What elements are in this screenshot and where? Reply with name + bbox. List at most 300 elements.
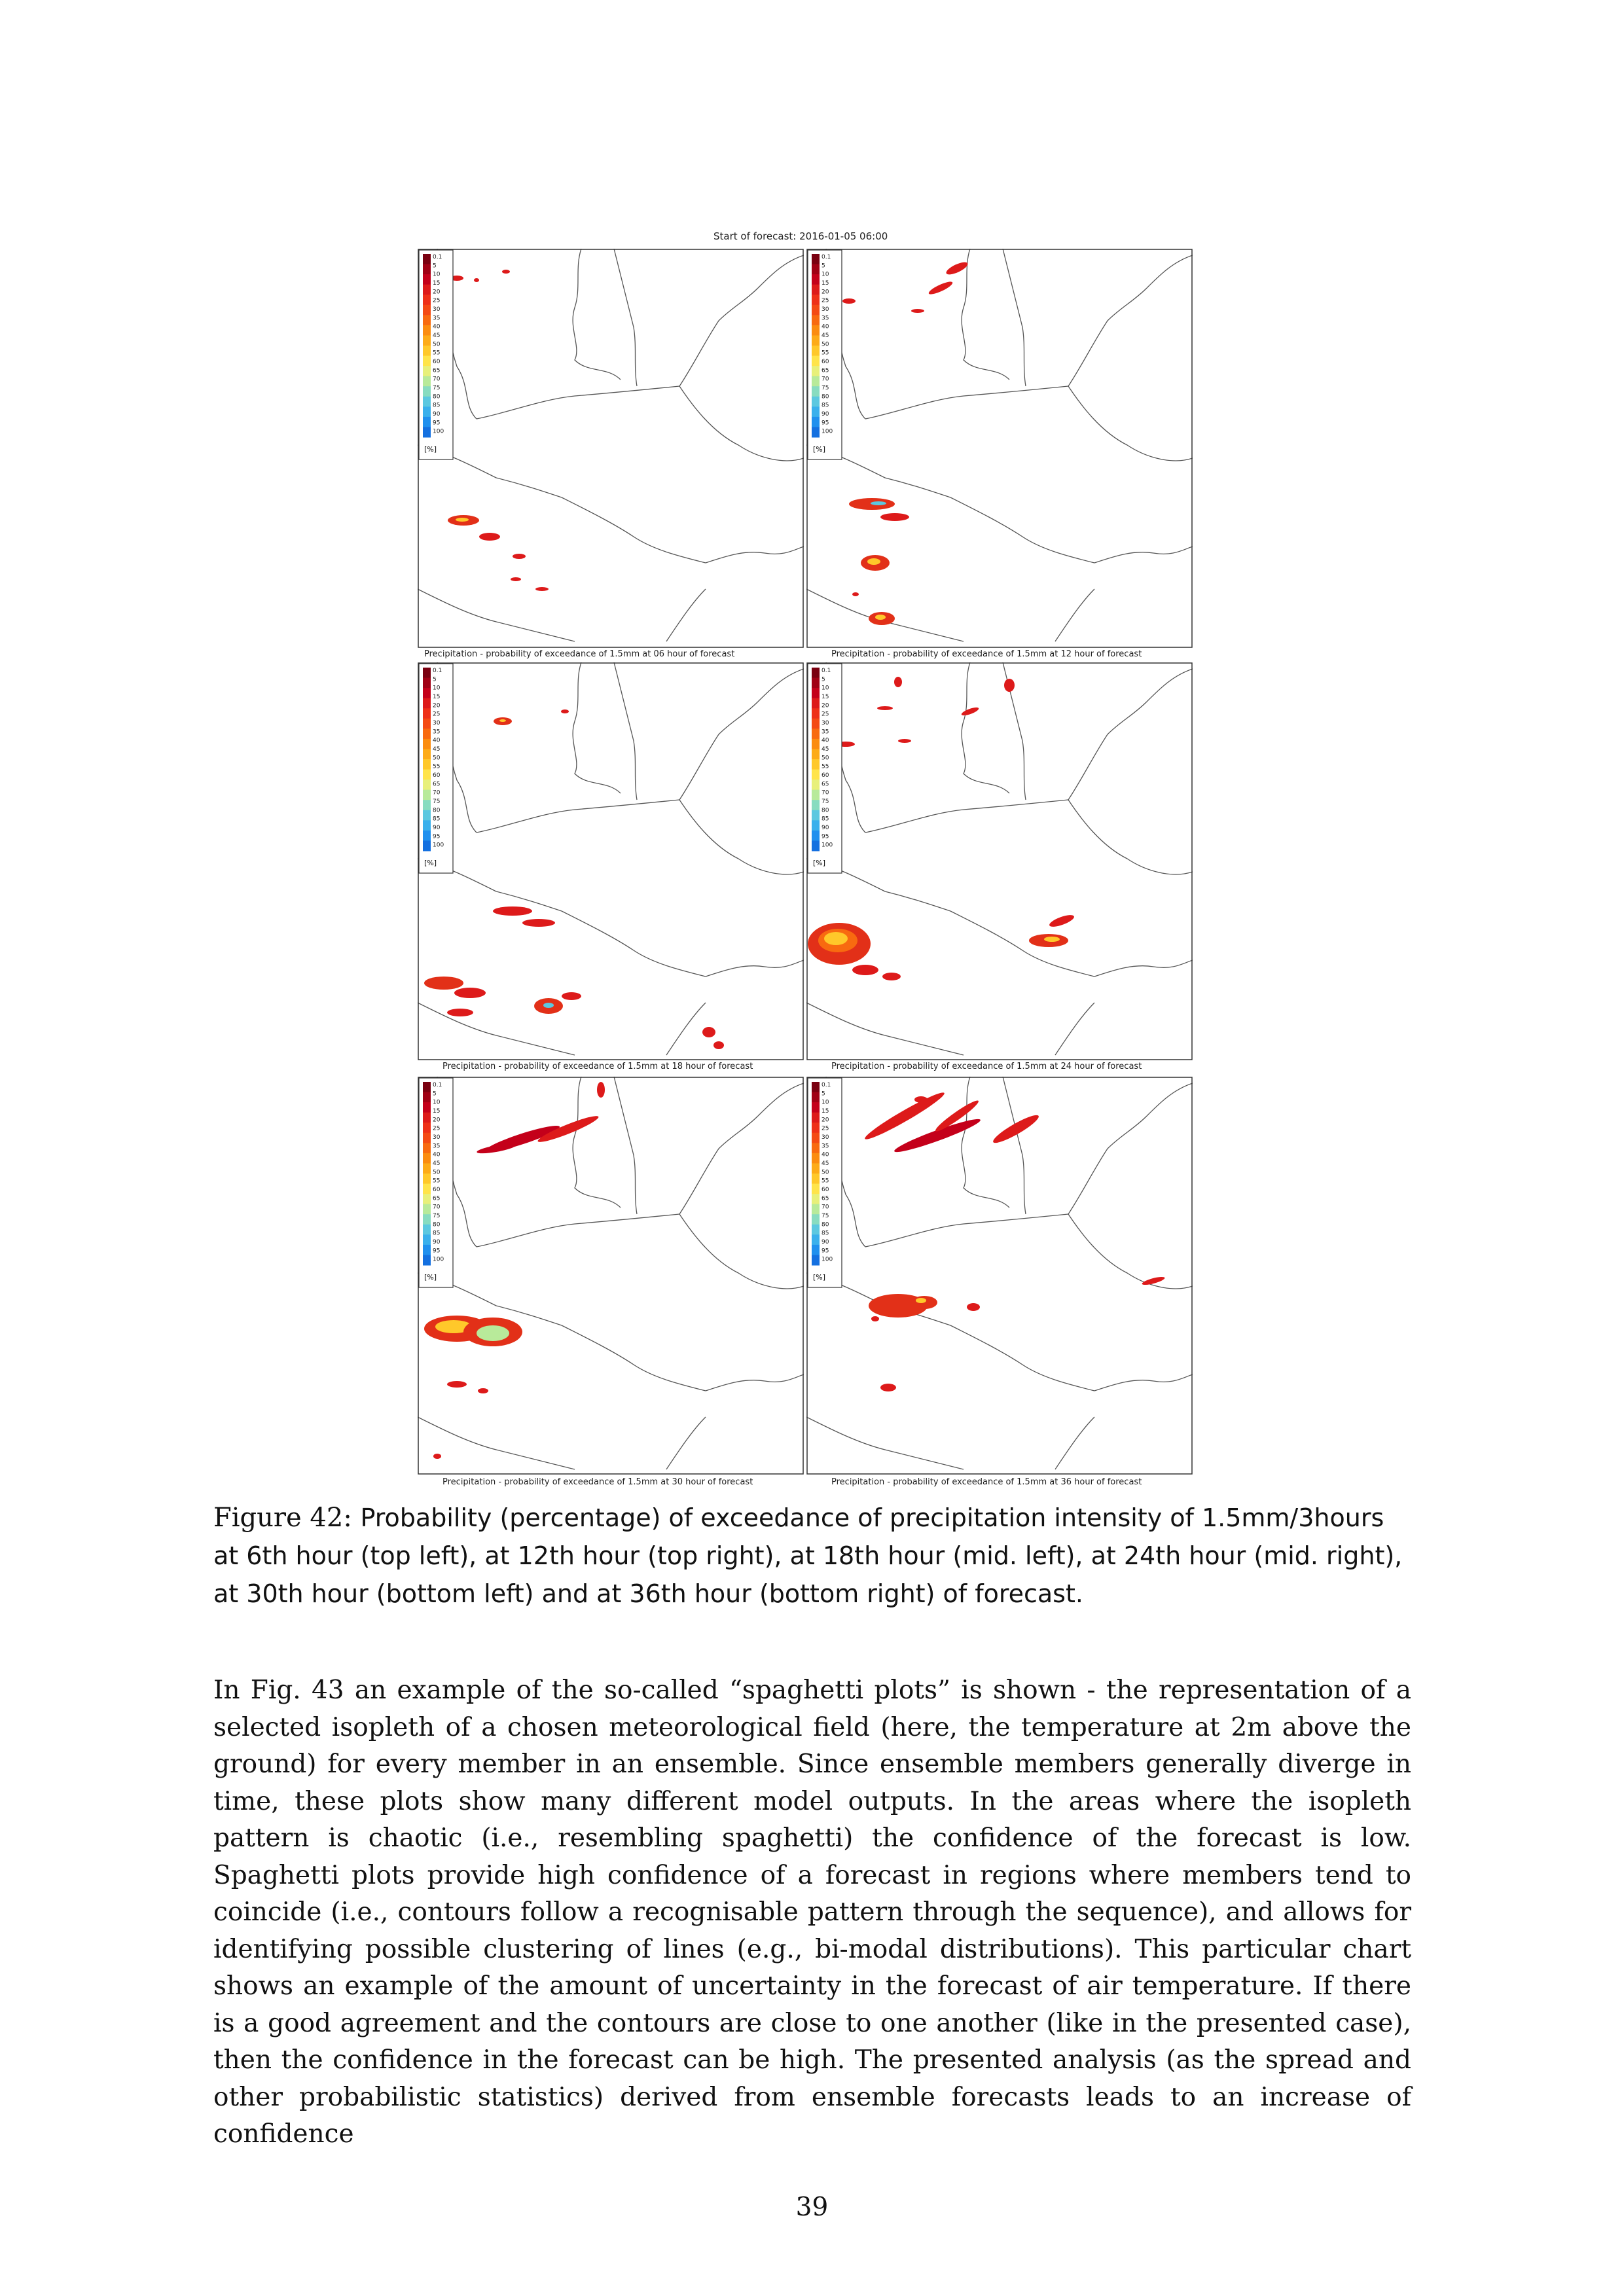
legend-tick-label: 70	[821, 376, 829, 383]
legend-color-swatch	[423, 417, 431, 427]
map-border-line	[418, 589, 575, 641]
legend-tick-label: 0.1	[433, 254, 442, 260]
legend-color-swatch	[423, 840, 431, 851]
legend-tick-label: 80	[821, 1221, 829, 1229]
legend-tick-label: 15	[821, 694, 829, 700]
legend-color-swatch	[812, 285, 820, 295]
map-frame	[418, 663, 803, 1060]
legend-tick-label: 75	[821, 798, 829, 805]
legend-color-swatch	[423, 668, 431, 678]
legend-tick-label: 30	[433, 1134, 441, 1141]
legend-tick-label: 70	[433, 789, 441, 797]
legend-color-swatch	[423, 1245, 431, 1255]
legend-tick-label: 95	[821, 1247, 829, 1255]
map-border-line	[865, 1214, 1068, 1247]
legend-tick-label: 80	[821, 393, 829, 401]
map-18h	[418, 662, 804, 1060]
legend-color-swatch	[423, 678, 431, 689]
map-border-line	[758, 1083, 804, 1116]
legend-tick-label: 50	[821, 755, 829, 762]
legend-color-swatch	[812, 264, 820, 275]
legend-tick-label: 45	[433, 746, 441, 753]
legend-color-swatch	[423, 397, 431, 407]
legend-tick-label: 80	[821, 807, 829, 814]
legend-color-swatch	[423, 719, 431, 729]
legend-tick-label: 60	[821, 359, 829, 365]
legend-color-swatch	[812, 417, 820, 427]
legend-tick-label: 35	[433, 315, 441, 322]
map-06h	[418, 249, 804, 648]
legend-tick-label: 10	[821, 271, 829, 278]
map-border-line	[1068, 386, 1193, 461]
legend-color-swatch	[812, 1122, 820, 1133]
map-border-line	[865, 800, 1068, 833]
legend-color-swatch	[812, 1214, 820, 1225]
legend-color-swatch	[423, 386, 431, 397]
map-12h	[806, 249, 1193, 648]
legend-unit: [%]	[424, 445, 437, 454]
legend-tick-label: 95	[821, 420, 829, 427]
legend-color-swatch	[423, 780, 431, 790]
legend-tick-label: 60	[433, 772, 441, 779]
legend-color-swatch	[812, 1225, 820, 1235]
legend-color-swatch	[812, 346, 820, 356]
legend-tick-label: 50	[821, 1169, 829, 1176]
legend-tick-label: 50	[821, 341, 829, 348]
legend-tick-label: 20	[821, 289, 829, 296]
legend-color-swatch	[812, 668, 820, 678]
map-border-line	[1094, 1374, 1193, 1391]
map-border-line	[1055, 1003, 1094, 1055]
legend-tick-label: 100	[821, 842, 833, 849]
legend-color-swatch	[423, 1255, 431, 1265]
legend-color-swatch	[423, 800, 431, 810]
legend-color-swatch	[423, 739, 431, 749]
map-36h	[806, 1077, 1193, 1475]
map-border-line	[679, 1116, 758, 1214]
map-border-line	[1003, 1077, 1026, 1214]
legend-color-swatch	[812, 397, 820, 407]
legend-tick-label: 5	[433, 1090, 437, 1098]
legend-color-swatch	[812, 1204, 820, 1215]
legend-tick-label: 40	[821, 1151, 829, 1158]
legend-color-swatch	[812, 386, 820, 397]
legend-color-swatch	[423, 295, 431, 305]
legend-tick-label: 45	[821, 332, 829, 339]
map-coastline	[962, 1077, 1009, 1208]
legend-tick-label: 55	[821, 763, 829, 770]
legend-color-swatch	[812, 708, 820, 719]
map-border-line	[706, 547, 804, 563]
map-border-line	[950, 911, 1094, 977]
legend-tick-label: 60	[433, 359, 441, 365]
legend-unit: [%]	[813, 859, 826, 867]
legend-color-swatch	[812, 406, 820, 417]
legend-tick-label: 20	[433, 1117, 441, 1124]
legend-color-swatch	[812, 800, 820, 810]
map-border-line	[679, 1214, 804, 1289]
legend-color-swatch	[423, 1184, 431, 1194]
legend-tick-label: 25	[433, 711, 441, 718]
map-frame	[418, 1077, 803, 1474]
map-border-line	[679, 288, 758, 386]
legend-tick-label: 100	[433, 842, 444, 849]
legend-color-swatch	[812, 719, 820, 729]
map-border-line	[1147, 669, 1193, 702]
legend-color-swatch	[812, 1143, 820, 1153]
legend-color-swatch	[423, 1092, 431, 1103]
legend-tick-label: 45	[433, 1160, 441, 1167]
legend-tick-label: 65	[821, 1195, 829, 1202]
legend-color-swatch	[812, 790, 820, 800]
legend-tick-label: 65	[433, 781, 441, 788]
legend-tick-label: 5	[821, 1090, 825, 1098]
legend-tick-label: 35	[821, 1143, 829, 1150]
panel-title-12h: Precipitation - probability of exceedance of 1.5mm at 12 hour of forecast	[831, 649, 1142, 659]
legend-color-swatch	[423, 274, 431, 285]
legend-color-swatch	[423, 1214, 431, 1225]
legend-tick-label: 5	[433, 262, 437, 270]
legend-tick-label: 40	[433, 323, 441, 331]
figure-header: Start of forecast: 2016-01-05 06:00	[713, 230, 888, 242]
legend-color-swatch	[812, 1082, 820, 1092]
legend-color-swatch	[423, 376, 431, 387]
legend-color-swatch	[812, 831, 820, 841]
legend-tick-label: 65	[433, 367, 441, 374]
legend-tick-label: 80	[433, 1221, 441, 1229]
legend-tick-label: 60	[433, 1187, 441, 1193]
legend-tick-label: 20	[433, 702, 441, 709]
map-panel-36h	[806, 1077, 1193, 1487]
legend-tick-label: 0.1	[821, 254, 831, 260]
legend-tick-label: 15	[821, 1108, 829, 1115]
panel-title-06h: Precipitation - probability of exceedance of 1.5mm at 06 hour of forecast	[424, 649, 735, 659]
legend-tick-label: 50	[433, 1169, 441, 1176]
legend-color-swatch	[423, 1174, 431, 1184]
legend-tick-label: 25	[821, 711, 829, 718]
map-panel-24h	[806, 662, 1193, 1071]
legend-tick-label: 70	[821, 789, 829, 797]
legend-color-swatch	[423, 698, 431, 709]
legend-tick-label: 70	[433, 376, 441, 383]
map-border-line	[1055, 1417, 1094, 1469]
map-border-line	[950, 1325, 1094, 1391]
legend-color-swatch	[812, 376, 820, 387]
map-coastline	[573, 249, 621, 380]
legend-tick-label: 40	[433, 737, 441, 744]
legend-tick-label: 75	[821, 385, 829, 391]
legend-color-swatch	[812, 366, 820, 376]
legend-tick-label: 5	[433, 676, 437, 683]
panel-title-30h: Precipitation - probability of exceedance of 1.5mm at 30 hour of forecast	[442, 1477, 753, 1487]
legend-tick-label: 5	[821, 676, 825, 683]
legend-color-swatch	[812, 1245, 820, 1255]
legend-tick-label: 80	[433, 807, 441, 814]
legend-color-swatch	[812, 678, 820, 689]
legend-tick-label: 60	[821, 1187, 829, 1193]
legend-tick-label: 75	[433, 798, 441, 805]
map-border-line	[477, 800, 679, 833]
map-frame	[418, 249, 803, 647]
map-border-line	[666, 1417, 706, 1469]
map-border-line	[614, 1077, 637, 1214]
legend-tick-label: 85	[433, 1230, 441, 1237]
panel-title-24h: Precipitation - probability of exceedance of 1.5mm at 24 hour of forecast	[831, 1062, 1142, 1071]
legend-tick-label: 25	[433, 1125, 441, 1132]
map-border-line	[1147, 1083, 1193, 1116]
map-border-line	[806, 1417, 964, 1469]
legend-tick-label: 10	[433, 1099, 441, 1106]
legend-tick-label: 15	[433, 1108, 441, 1115]
legend-tick-label: 20	[433, 289, 441, 296]
legend-color-swatch	[812, 1234, 820, 1245]
map-border-line	[1055, 589, 1094, 641]
legend-tick-label: 75	[821, 1213, 829, 1219]
legend-color-swatch	[423, 1143, 431, 1153]
legend-color-swatch	[423, 1122, 431, 1133]
map-border-line	[758, 255, 804, 288]
legend-tick-label: 65	[821, 367, 829, 374]
probability-legend	[419, 1078, 453, 1287]
map-border-line	[679, 800, 804, 874]
map-border-line	[614, 249, 637, 386]
legend-tick-label: 90	[821, 1239, 829, 1246]
legend-color-swatch	[423, 1163, 431, 1174]
legend-color-swatch	[812, 728, 820, 739]
map-border-line	[706, 960, 804, 977]
map-border-line	[1003, 249, 1026, 386]
map-coastline	[573, 662, 621, 793]
legend-unit: [%]	[424, 1273, 437, 1282]
legend-color-swatch	[812, 810, 820, 821]
map-border-line	[1068, 800, 1193, 874]
legend-tick-label: 55	[433, 763, 441, 770]
legend-color-swatch	[812, 1174, 820, 1184]
legend-tick-label: 90	[821, 825, 829, 831]
map-24h	[806, 662, 1193, 1060]
legend-tick-label: 45	[821, 1160, 829, 1167]
legend-tick-label: 85	[821, 402, 829, 409]
legend-tick-label: 20	[821, 702, 829, 709]
legend-tick-label: 35	[821, 315, 829, 322]
legend-color-swatch	[812, 698, 820, 709]
probability-legend	[808, 664, 842, 873]
map-border-line	[477, 386, 679, 419]
map-border-line	[562, 911, 706, 977]
map-border-line	[1068, 702, 1147, 800]
legend-color-swatch	[812, 1153, 820, 1164]
legend-tick-label: 40	[821, 737, 829, 744]
legend-tick-label: 90	[433, 411, 441, 418]
legend-color-swatch	[423, 406, 431, 417]
legend-color-swatch	[812, 1184, 820, 1194]
legend-color-swatch	[812, 254, 820, 264]
legend-color-swatch	[423, 820, 431, 831]
legend-color-swatch	[812, 335, 820, 346]
map-panel-18h	[418, 662, 804, 1071]
legend-color-swatch	[812, 1194, 820, 1204]
legend-color-swatch	[812, 688, 820, 698]
map-coastline	[573, 1077, 621, 1208]
legend-color-swatch	[423, 810, 431, 821]
map-border-line	[865, 386, 1068, 419]
legend-color-swatch	[423, 831, 431, 841]
legend-tick-label: 40	[433, 1151, 441, 1158]
legend-tick-label: 10	[433, 685, 441, 692]
map-border-line	[806, 1003, 964, 1055]
legend-color-swatch	[423, 1225, 431, 1235]
legend-color-swatch	[812, 274, 820, 285]
map-border-line	[562, 1325, 706, 1391]
map-frame	[807, 249, 1192, 647]
legend-color-swatch	[812, 820, 820, 831]
legend-tick-label: 10	[433, 271, 441, 278]
map-border-line	[950, 497, 1094, 563]
legend-tick-label: 90	[821, 411, 829, 418]
legend-tick-label: 30	[433, 720, 441, 726]
legend-tick-label: 90	[433, 1239, 441, 1246]
legend-tick-label: 55	[821, 1177, 829, 1185]
legend-tick-label: 40	[821, 323, 829, 331]
legend-unit: [%]	[424, 859, 437, 867]
legend-color-swatch	[812, 749, 820, 759]
probability-legend	[419, 250, 453, 459]
legend-unit: [%]	[813, 445, 826, 454]
legend-color-swatch	[423, 1133, 431, 1143]
legend-color-swatch	[812, 770, 820, 780]
legend-color-swatch	[812, 1133, 820, 1143]
legend-tick-label: 70	[433, 1204, 441, 1211]
legend-tick-label: 100	[433, 428, 444, 435]
legend-tick-label: 75	[433, 385, 441, 391]
legend-color-swatch	[812, 759, 820, 770]
legend-tick-label: 15	[433, 280, 441, 287]
legend-color-swatch	[812, 1092, 820, 1103]
legend-color-swatch	[423, 325, 431, 336]
legend-color-swatch	[423, 1102, 431, 1113]
legend-color-swatch	[423, 749, 431, 759]
legend-tick-label: 50	[433, 341, 441, 348]
legend-tick-label: 85	[821, 816, 829, 823]
legend-color-swatch	[423, 770, 431, 780]
legend-tick-label: 25	[821, 297, 829, 304]
legend-tick-label: 0.1	[433, 668, 442, 674]
legend-tick-label: 0.1	[821, 668, 831, 674]
legend-tick-label: 25	[821, 1125, 829, 1132]
map-border-line	[1068, 1116, 1147, 1214]
probability-legend	[808, 1078, 842, 1287]
map-border-line	[758, 669, 804, 702]
legend-color-swatch	[423, 254, 431, 264]
legend-color-swatch	[812, 1102, 820, 1113]
legend-tick-label: 10	[821, 1099, 829, 1106]
legend-color-swatch	[423, 305, 431, 315]
legend-tick-label: 95	[433, 1247, 441, 1255]
legend-tick-label: 20	[821, 1117, 829, 1124]
map-border-line	[614, 662, 637, 800]
legend-color-swatch	[423, 366, 431, 376]
legend-tick-label: 70	[821, 1204, 829, 1211]
legend-color-swatch	[423, 346, 431, 356]
legend-tick-label: 95	[433, 833, 441, 840]
legend-color-swatch	[423, 728, 431, 739]
legend-color-swatch	[423, 708, 431, 719]
legend-color-swatch	[812, 427, 820, 437]
legend-color-swatch	[423, 335, 431, 346]
probability-legend	[808, 250, 842, 459]
legend-tick-label: 25	[433, 297, 441, 304]
legend-tick-label: 15	[433, 694, 441, 700]
map-border-line	[679, 702, 758, 800]
legend-tick-label: 45	[433, 332, 441, 339]
legend-tick-label: 55	[821, 350, 829, 357]
probability-legend	[419, 664, 453, 873]
map-border-line	[1068, 288, 1147, 386]
legend-tick-label: 35	[433, 1143, 441, 1150]
map-border-line	[418, 1417, 575, 1469]
map-border-line	[706, 1374, 804, 1391]
legend-tick-label: 35	[433, 728, 441, 736]
legend-color-swatch	[812, 780, 820, 790]
map-border-line	[1068, 1214, 1193, 1289]
map-coastline	[962, 249, 1009, 380]
legend-color-swatch	[423, 315, 431, 325]
legend-tick-label: 95	[433, 420, 441, 427]
legend-tick-label: 80	[433, 393, 441, 401]
legend-tick-label: 85	[821, 1230, 829, 1237]
legend-tick-label: 45	[821, 746, 829, 753]
map-border-line	[666, 1003, 706, 1055]
legend-color-swatch	[812, 315, 820, 325]
legend-color-swatch	[423, 759, 431, 770]
panel-title-36h: Precipitation - probability of exceedance of 1.5mm at 36 hour of forecast	[831, 1477, 1142, 1487]
legend-color-swatch	[423, 427, 431, 437]
legend-tick-label: 65	[433, 1195, 441, 1202]
map-panel-12h	[806, 249, 1193, 659]
legend-color-swatch	[423, 688, 431, 698]
map-frame	[807, 663, 1192, 1060]
legend-color-swatch	[423, 285, 431, 295]
legend-color-swatch	[812, 295, 820, 305]
legend-tick-label: 30	[821, 1134, 829, 1141]
map-border-line	[666, 589, 706, 641]
legend-color-swatch	[423, 356, 431, 367]
legend-color-swatch	[812, 1113, 820, 1123]
legend-color-swatch	[423, 264, 431, 275]
legend-color-swatch	[812, 840, 820, 851]
map-coastline	[962, 662, 1009, 793]
legend-tick-label: 60	[821, 772, 829, 779]
legend-tick-label: 75	[433, 1213, 441, 1219]
legend-tick-label: 15	[821, 280, 829, 287]
legend-tick-label: 55	[433, 350, 441, 357]
legend-tick-label: 95	[821, 833, 829, 840]
legend-tick-label: 50	[433, 755, 441, 762]
legend-tick-label: 65	[821, 781, 829, 788]
map-border-line	[562, 497, 706, 563]
legend-tick-label: 35	[821, 728, 829, 736]
caption-label: Figure 42:	[213, 1503, 352, 1533]
legend-unit: [%]	[813, 1273, 826, 1282]
legend-tick-label: 10	[821, 685, 829, 692]
legend-tick-label: 100	[821, 428, 833, 435]
legend-color-swatch	[812, 325, 820, 336]
legend-tick-label: 100	[433, 1256, 444, 1263]
map-30h	[418, 1077, 804, 1475]
legend-tick-label: 5	[821, 262, 825, 270]
legend-color-swatch	[812, 305, 820, 315]
page-number: 39	[795, 2193, 829, 2222]
